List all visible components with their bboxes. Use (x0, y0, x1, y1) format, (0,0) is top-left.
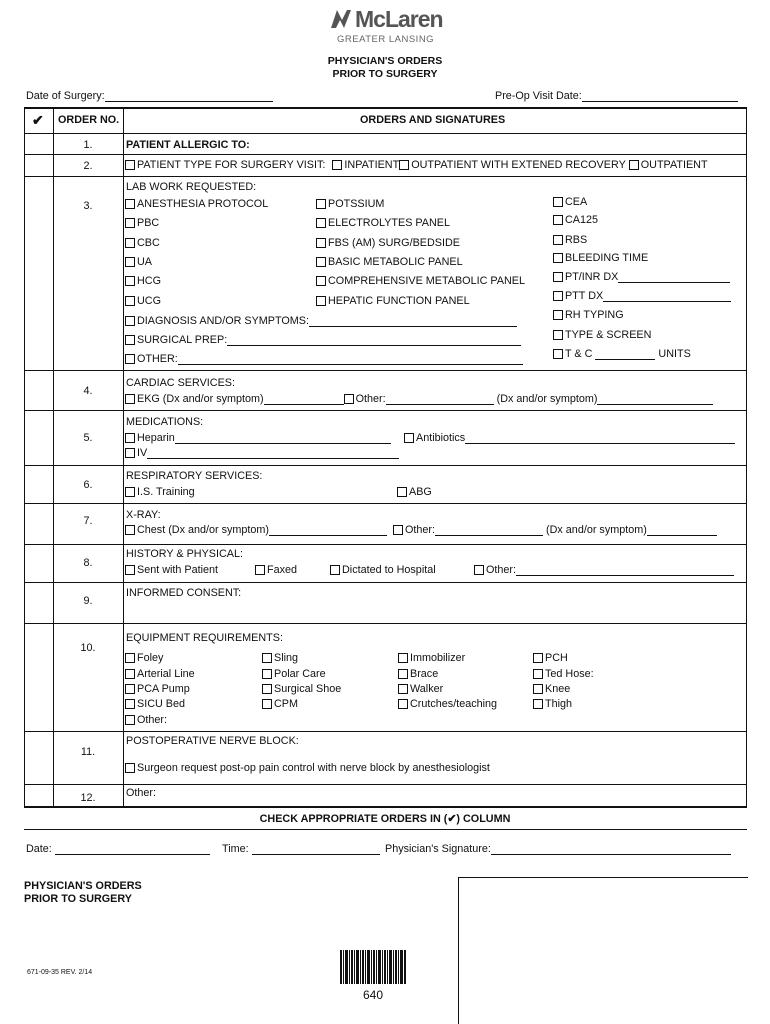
lab-checkbox[interactable] (553, 197, 563, 207)
sent-with-patient-field[interactable] (125, 564, 218, 576)
lab-item-col1-4[interactable] (125, 275, 161, 287)
order-number-5: 5. (83, 432, 93, 444)
equip-label: Sling (274, 652, 299, 664)
bottom-title-line2: PRIOR TO SURGERY (24, 893, 132, 905)
equip-col4-2[interactable] (533, 683, 570, 695)
order-number-1: 1. (83, 139, 93, 151)
lab-checkbox[interactable] (125, 218, 135, 228)
sent-with-patient-checkbox[interactable] (125, 565, 135, 575)
order-number-6: 6. (83, 479, 93, 491)
equip-checkbox[interactable] (125, 699, 135, 709)
outpatient-extended-checkbox[interactable] (399, 160, 409, 170)
ekg-checkbox[interactable] (125, 394, 135, 404)
form-number: 671-09-35 REV. 2/14 (27, 969, 93, 976)
antibiotics-label: Antibiotics (416, 432, 466, 444)
lab-checkbox[interactable] (553, 349, 563, 359)
surgical-prep-label: SURGICAL PREP: (137, 334, 228, 346)
barcode (340, 950, 406, 984)
iv-field[interactable] (125, 447, 399, 459)
is-training-checkbox[interactable] (125, 487, 135, 497)
lab-checkbox[interactable] (316, 296, 326, 306)
equip-checkbox[interactable] (398, 653, 408, 663)
bottom-title-line1: PHYSICIAN'S ORDERS (24, 880, 142, 892)
iv-label: IV (137, 447, 148, 459)
lab-checkbox[interactable] (553, 310, 563, 320)
row12-other-label: Other: (126, 787, 157, 799)
units-label: UNITS (658, 348, 691, 360)
equip-checkbox[interactable] (398, 684, 408, 694)
lab-item-col1-1[interactable] (125, 217, 159, 229)
equip-col1-4[interactable] (125, 714, 167, 726)
lab-item-col3-2[interactable] (553, 234, 587, 246)
equip-checkbox[interactable] (262, 669, 272, 679)
equipment-label: EQUIPMENT REQUIREMENTS: (126, 632, 283, 644)
orders-signatures-header: ORDERS AND SIGNATURES (360, 114, 506, 126)
lab-item-col1-0[interactable] (125, 198, 268, 210)
equip-label: Other: (137, 714, 168, 726)
xray-label: X-RAY: (126, 509, 161, 521)
equip-checkbox[interactable] (125, 653, 135, 663)
equip-checkbox[interactable] (533, 684, 543, 694)
equip-label: Surgical Shoe (274, 683, 342, 695)
equip-checkbox[interactable] (533, 653, 543, 663)
lab-item-col3-7[interactable] (553, 329, 651, 341)
time-field[interactable] (222, 843, 380, 855)
lab-item-col1-3[interactable] (125, 256, 152, 268)
hp-other-field[interactable] (474, 564, 734, 576)
physician-signature-label: Physician's Signature: (385, 843, 491, 855)
date-field[interactable] (26, 843, 210, 855)
hp-other-checkbox[interactable] (474, 565, 484, 575)
antibiotics-checkbox[interactable] (404, 433, 414, 443)
lab-checkbox[interactable] (125, 238, 135, 248)
lab-label: RBS (565, 234, 588, 246)
equip-col3-1[interactable] (398, 668, 438, 680)
lab-checkbox[interactable] (125, 276, 135, 286)
equip-checkbox[interactable] (262, 653, 272, 663)
lab-label: CEA (565, 196, 588, 208)
equip-col4-3[interactable] (533, 698, 572, 710)
is-training-field[interactable] (125, 486, 195, 498)
diagnosis-field[interactable] (125, 315, 517, 327)
nerve-block-option-label: Surgeon request post-op pain control with nerve block by anesthesiologist (137, 762, 490, 774)
patient-type-checkbox[interactable] (125, 160, 135, 170)
lab-other-checkbox[interactable] (125, 354, 135, 364)
equip-checkbox[interactable] (533, 699, 543, 709)
equip-label: Immobilizer (410, 652, 466, 664)
lab-item-col3-1[interactable] (553, 214, 598, 226)
order-number-12: 12. (80, 792, 96, 804)
patient-allergic-label: PATIENT ALLERGIC TO: (126, 139, 250, 151)
lab-checkbox[interactable] (316, 238, 326, 248)
equip-label: Knee (545, 683, 571, 695)
lab-label: ELECTROLYTES PANEL (328, 217, 451, 229)
equip-col2-1[interactable] (262, 668, 326, 680)
lab-checkbox[interactable] (125, 257, 135, 267)
lab-checkbox[interactable] (316, 257, 326, 267)
cardiac-other-checkbox[interactable] (344, 394, 354, 404)
preop-visit-date-field[interactable] (495, 90, 738, 102)
order-number-10: 10. (80, 642, 96, 654)
date-of-surgery-field[interactable] (26, 90, 273, 102)
equip-checkbox[interactable] (262, 684, 272, 694)
equip-col1-2[interactable] (125, 683, 190, 695)
time-label: Time: (222, 843, 249, 855)
equip-label: PCH (545, 652, 568, 664)
xray-dx-label: (Dx and/or symptom) (546, 524, 647, 536)
lab-item-col3-3[interactable] (553, 252, 648, 264)
equip-checkbox[interactable] (125, 684, 135, 694)
inpatient-label: INPATIENT (344, 159, 400, 171)
order-number-4: 4. (83, 385, 93, 397)
lab-label: PTT DX (565, 290, 604, 302)
order-number-9: 9. (83, 595, 93, 607)
page-title-line2: PRIOR TO SURGERY (332, 68, 438, 80)
heparin-label: Heparin (137, 432, 175, 444)
equip-col3-0[interactable] (398, 652, 465, 664)
chest-label: Chest (Dx and/or symptom) (137, 524, 269, 536)
diagnosis-label: DIAGNOSIS AND/OR SYMPTOMS: (137, 315, 309, 327)
check-appropriate-note: CHECK APPROPRIATE ORDERS IN (✔) COLUMN (259, 813, 511, 825)
faxed-checkbox[interactable] (255, 565, 265, 575)
equip-col1-3[interactable] (125, 698, 185, 710)
cardiac-dx-label: (Dx and/or symptom) (496, 393, 598, 405)
equip-label: Walker (410, 683, 444, 695)
lab-item-col3-5[interactable] (553, 290, 731, 302)
barcode-number: 640 (362, 988, 384, 1002)
date-of-surgery-label: Date of Surgery: (26, 90, 105, 102)
iv-checkbox[interactable] (125, 448, 135, 458)
lab-item-col2-4[interactable] (316, 275, 525, 287)
lab-checkbox[interactable] (316, 199, 326, 209)
nerve-block-checkbox[interactable] (125, 763, 135, 773)
abg-checkbox[interactable] (397, 487, 407, 497)
patient-type-row (125, 159, 708, 171)
lab-item-col3-6[interactable] (553, 309, 624, 321)
lab-item-col2-2[interactable] (316, 237, 460, 249)
lab-item-col3-0[interactable] (553, 196, 587, 208)
lab-item-col2-1[interactable] (316, 217, 450, 229)
history-physical-label: HISTORY & PHYSICAL: (126, 548, 244, 560)
surgical-prep-checkbox[interactable] (125, 335, 135, 345)
equip-checkbox[interactable] (533, 669, 543, 679)
lab-label: COMPREHENSIVE METABOLIC PANEL (328, 275, 525, 287)
lab-checkbox[interactable] (553, 235, 563, 245)
informed-consent-label: INFORMED CONSENT: (126, 587, 242, 599)
equip-col1-0[interactable] (125, 652, 163, 664)
lab-checkbox[interactable] (553, 272, 563, 282)
heparin-checkbox[interactable] (125, 433, 135, 443)
medications-label: MEDICATIONS: (126, 416, 204, 428)
equip-col3-3[interactable] (398, 698, 497, 710)
equip-col4-1[interactable] (533, 668, 594, 680)
lab-checkbox[interactable] (553, 291, 563, 301)
equip-label: PCA Pump (137, 683, 190, 695)
antibiotics-field[interactable] (404, 432, 735, 444)
xray-other-label: Other: (405, 524, 436, 536)
order-number-8: 8. (83, 557, 93, 569)
xray-other-checkbox[interactable] (393, 525, 403, 535)
lab-item-col3-8[interactable] (553, 348, 691, 360)
lab-label: ANESTHESIA PROTOCOL (137, 198, 269, 210)
faxed-field[interactable] (255, 564, 297, 576)
order-number-2: 2. (83, 160, 93, 172)
mclaren-logo (329, 6, 443, 48)
lab-label: CA125 (565, 214, 599, 226)
surgical-prep-field[interactable] (125, 334, 521, 346)
chest-checkbox[interactable] (125, 525, 135, 535)
lab-item-col2-0[interactable] (316, 198, 384, 210)
lab-label: BASIC METABOLIC PANEL (328, 256, 463, 268)
lab-label: CBC (137, 237, 160, 249)
lab-work-label: LAB WORK REQUESTED: (126, 181, 257, 193)
xray-row (125, 524, 717, 536)
equip-checkbox[interactable] (125, 669, 135, 679)
lab-item-col2-5[interactable] (316, 295, 470, 307)
equip-col2-0[interactable] (262, 652, 298, 664)
lab-checkbox[interactable] (316, 276, 326, 286)
order-number-11: 11. (80, 746, 96, 758)
lab-item-col1-2[interactable] (125, 237, 160, 249)
abg-field[interactable] (397, 486, 432, 498)
equip-label: CPM (274, 698, 298, 710)
lab-label: PT/INR DX (565, 271, 619, 283)
lab-label: HCG (137, 275, 161, 287)
cardiac-services-label: CARDIAC SERVICES: (126, 377, 235, 389)
order-number-3: 3. (83, 200, 93, 212)
lab-label: PBC (137, 217, 160, 229)
order-no-header: ORDER NO. (58, 114, 120, 126)
equip-label: Ted Hose: (545, 668, 594, 680)
equip-checkbox[interactable] (398, 699, 408, 709)
logo-subtitle: GREATER LANSING (337, 34, 435, 45)
equip-col1-1[interactable] (125, 668, 195, 680)
hp-other-label: Other: (486, 564, 517, 576)
equip-col3-2[interactable] (398, 683, 443, 695)
nerve-block-label: POSTOPERATIVE NERVE BLOCK: (126, 735, 299, 747)
order-number-7: 7. (83, 515, 93, 527)
nerve-block-field[interactable] (125, 762, 490, 774)
check-column-header: ✔ (32, 112, 44, 128)
physician-signature-field[interactable] (385, 843, 731, 855)
cardiac-row (125, 393, 713, 405)
equip-col4-0[interactable] (533, 652, 568, 664)
lab-checkbox[interactable] (553, 215, 563, 225)
heparin-field[interactable] (125, 432, 391, 444)
lab-checkbox[interactable] (125, 296, 135, 306)
equip-label: Thigh (545, 698, 573, 710)
lab-label: BLEEDING TIME (565, 252, 649, 264)
dictated-field[interactable] (330, 564, 436, 576)
lab-checkbox[interactable] (125, 199, 135, 209)
outpatient-label: OUTPATIENT (640, 159, 708, 171)
dictated-checkbox[interactable] (330, 565, 340, 575)
lab-label: UCG (137, 295, 161, 307)
date-label: Date: (26, 843, 52, 855)
lab-label: TYPE & SCREEN (565, 329, 652, 341)
lab-label: UA (137, 256, 152, 268)
faxed-label: Faxed (267, 564, 298, 576)
equip-checkbox[interactable] (398, 669, 408, 679)
lab-item-col1-5[interactable] (125, 295, 161, 307)
ekg-label: EKG (Dx and/or symptom) (137, 393, 264, 405)
lab-label: HEPATIC FUNCTION PANEL (328, 295, 470, 307)
equip-checkbox[interactable] (125, 715, 135, 725)
equip-col2-2[interactable] (262, 683, 341, 695)
page-title-line1: PHYSICIAN'S ORDERS (327, 55, 443, 67)
lab-checkbox[interactable] (553, 253, 563, 263)
equip-label: Arterial Line (137, 668, 195, 680)
patient-type-label: PATIENT TYPE FOR SURGERY VISIT: (137, 159, 326, 171)
lab-checkbox[interactable] (316, 218, 326, 228)
lab-label: T & C (565, 348, 593, 360)
lab-checkbox[interactable] (553, 330, 563, 340)
cardiac-other-label: Other: (355, 393, 386, 405)
sent-with-patient-label: Sent with Patient (137, 564, 219, 576)
equip-checkbox[interactable] (262, 699, 272, 709)
lab-item-col2-3[interactable] (316, 256, 463, 268)
equip-label: Brace (410, 668, 439, 680)
equip-label: Foley (137, 652, 164, 664)
lab-label: RH TYPING (565, 309, 624, 321)
mclaren-logo-icon (329, 8, 353, 30)
logo-name: McLaren (355, 6, 443, 32)
equip-label: Polar Care (274, 668, 326, 680)
equip-label: SICU Bed (137, 698, 186, 710)
lab-other-field[interactable] (125, 353, 523, 365)
preop-visit-date-label: Pre-Op Visit Date: (495, 90, 582, 102)
is-training-label: I.S. Training (137, 486, 195, 498)
lab-other-label: OTHER: (137, 353, 178, 365)
respiratory-label: RESPIRATORY SERVICES: (126, 470, 263, 482)
outpatient-extended-label: OUTPATIENT WITH EXTENED RECOVERY (411, 159, 626, 171)
abg-label: ABG (409, 486, 432, 498)
lab-item-col3-4[interactable] (553, 271, 730, 283)
diagnosis-checkbox[interactable] (125, 316, 135, 326)
inpatient-checkbox[interactable] (332, 160, 342, 170)
dictated-label: Dictated to Hospital (342, 564, 436, 576)
equip-label: Crutches/teaching (410, 698, 498, 710)
outpatient-checkbox[interactable] (629, 160, 639, 170)
lab-label: FBS (AM) SURG/BEDSIDE (328, 237, 460, 249)
equip-col2-3[interactable] (262, 698, 298, 710)
lab-label: POTSSIUM (328, 198, 385, 210)
